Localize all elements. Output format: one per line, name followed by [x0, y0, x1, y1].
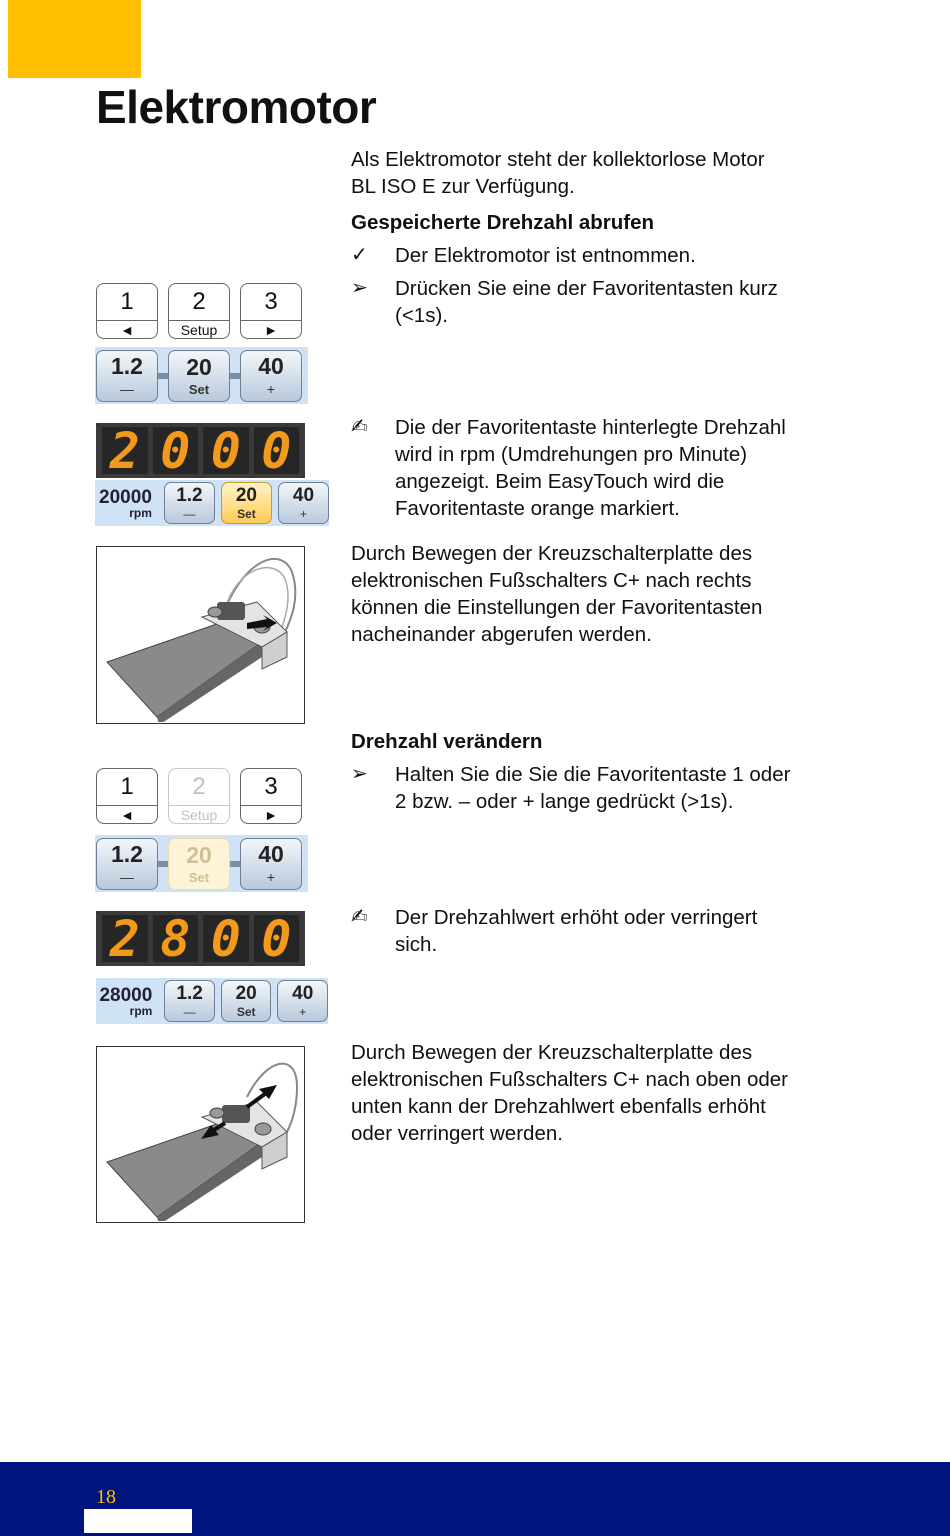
favorite-key-minus[interactable]: 1.2 — — [96, 350, 158, 402]
function-keys-1 — [96, 283, 302, 339]
section1-note: Durch Bewegen der Kreuzschalterplatte des elektronischen Fußschalters C+ nach rechts können die Einstellungen der Favoritentasten nacheinander abgerufen werden. — [351, 542, 763, 646]
result-hand-icon: ✍ — [351, 416, 368, 438]
section1-heading: Gespeicherte Drehzahl abrufen — [351, 211, 655, 234]
rpm-readout: 28000 rpm — [99, 984, 153, 1018]
arrow-bullet-icon: ➢ — [351, 763, 368, 785]
foot-switch-right-illustration — [96, 546, 305, 724]
page-title: Elektromotor — [96, 81, 377, 133]
check-icon: ✓ — [351, 244, 368, 266]
favorite-key-plus[interactable]: 40 + — [240, 838, 302, 890]
rpm-display-1: 2 0 0 0 — [96, 423, 305, 478]
easytouch-key-minus[interactable]: 1.2 — — [164, 482, 215, 524]
rpm-display-2: 2 8 0 0 — [96, 911, 305, 966]
section2-heading: Drehzahl verändern — [351, 730, 543, 753]
section1-check: ✓ Der Elektromotor ist entnommen. — [351, 244, 696, 267]
favorite-key-set[interactable]: 20 Set — [168, 350, 230, 402]
easytouch-bar-1 — [95, 480, 329, 526]
foot-switch-updown-illustration — [96, 1046, 305, 1223]
rpm-readout: 20000 rpm — [99, 486, 152, 520]
key-3[interactable]: 3 ► — [240, 768, 302, 824]
intro-text: Als Elektromotor steht der kollektorlose Motor BL ISO E zur Verfügung. — [351, 148, 765, 198]
page-number: 18 — [96, 1486, 116, 1508]
easytouch-bar-2 — [96, 978, 328, 1024]
key-2-setup[interactable]: 2 Setup — [168, 283, 230, 339]
section2-note: Durch Bewegen der Kreuzschalterplatte des elektronischen Fußschalters C+ nach oben oder unten kann der Drehzahlwert ebenfalls erhöht oder verringert werden. — [351, 1041, 789, 1145]
section1-action: ➢ Drücken Sie eine der Favoritentasten kurz (<1s). — [351, 277, 778, 327]
left-arrow-icon: ◄ — [97, 805, 157, 823]
key-2-setup[interactable]: 2 Setup — [168, 768, 230, 824]
corner-accent — [8, 0, 141, 78]
easytouch-key-minus[interactable]: 1.2 — — [164, 980, 215, 1022]
right-arrow-icon: ► — [241, 805, 301, 823]
key-1[interactable]: 1 ◄ — [96, 768, 158, 824]
function-keys-2 — [96, 768, 302, 824]
easytouch-key-set-active[interactable]: 20 Set — [221, 482, 272, 524]
easytouch-key-set[interactable]: 20 Set — [221, 980, 272, 1022]
right-arrow-icon: ► — [241, 320, 301, 338]
section1-result: ✍ Die der Favoritentaste hinterlegte Drehzahl wird in rpm (Umdrehungen pro Minute) angezeigt. Beim EasyTouch wird die Favoritentaste orange markiert. — [351, 416, 786, 520]
result-hand-icon: ✍ — [351, 906, 368, 928]
favorite-keys-2 — [95, 835, 308, 892]
easytouch-key-plus[interactable]: 40 + — [278, 482, 329, 524]
section2-result: ✍ Der Drehzahlwert erhöht oder verringert sich. — [351, 906, 758, 956]
favorite-key-minus[interactable]: 1.2 — — [96, 838, 158, 890]
left-arrow-icon: ◄ — [97, 320, 157, 338]
section2-action: ➢ Halten Sie die Sie die Favoritentaste 1 oder 2 bzw. – oder + lange gedrückt (>1s). — [351, 763, 791, 813]
key-1[interactable]: 1 ◄ — [96, 283, 158, 339]
key-3[interactable]: 3 ► — [240, 283, 302, 339]
favorite-keys-1 — [95, 347, 308, 404]
arrow-bullet-icon: ➢ — [351, 277, 368, 299]
footer-white-bar — [84, 1509, 192, 1533]
favorite-key-plus[interactable]: 40 + — [240, 350, 302, 402]
favorite-key-set[interactable]: 20 Set — [168, 838, 230, 890]
easytouch-key-plus[interactable]: 40 + — [277, 980, 328, 1022]
